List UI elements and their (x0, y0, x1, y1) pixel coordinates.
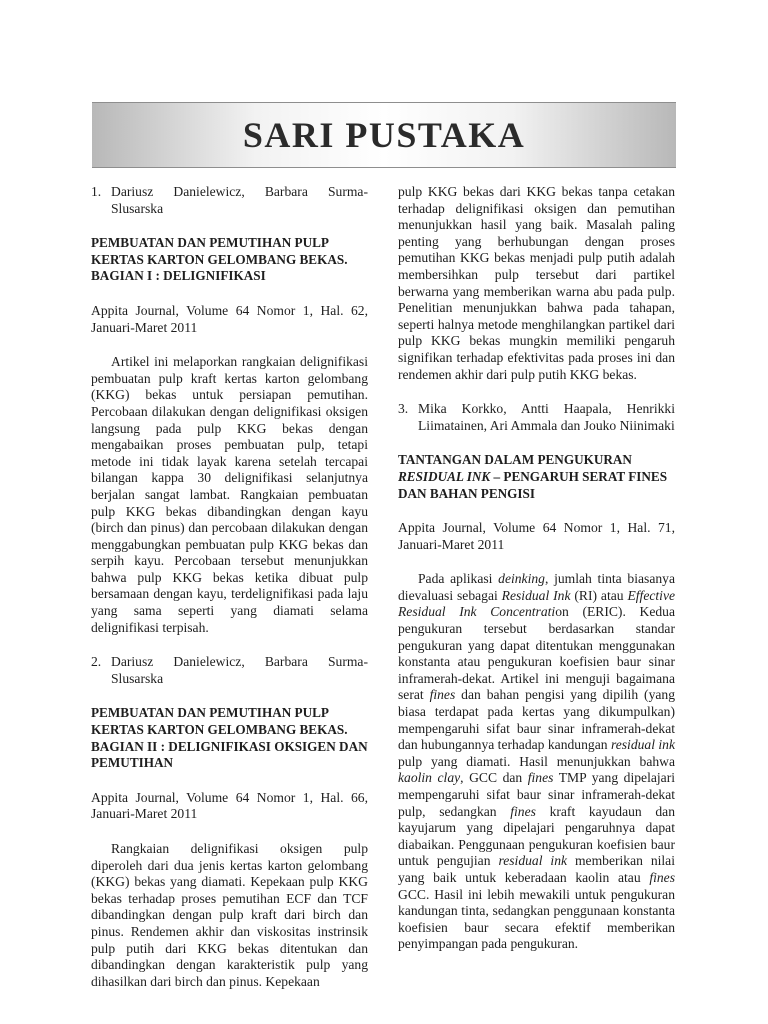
article-3-number: 3. (398, 401, 409, 417)
article-3-abstract: Pada aplikasi deinking, jumlah tinta biasanya dievaluasi sebagai Residual Ink (RI) atau Effective Residual Ink Concentration (ERIC). Kedua pengukuran tersebut berdasarkan standar pengukuran yang dapat ditentukan menggunakan konstanta atau pengukuran koefisien baur sinar inframerah-dekat. Artikel ini menguji bagaimana serat fines dan bahan pengisi yang dipilih (yang biasa terdapat pada kertas yang dikumpulkan) mempengaruhi sifat baur sinar inframerah-dekat dan hubungannya terhadap kandungan residual ink pulp yang diamati. Hasil menunjukkan bahwa kaolin clay, GCC dan fines TMP yang dipelajari mempengaruhi sifat baur sinar inframerah-dekat pulp, sedangkan fines kraft kayudaun dan kayujarum yang dipelajari pengaruhnya dapat diabaikan. Penggunaan pengukuran koefisien baur untuk pengujian residual ink memberikan nilai yang baik untuk keberadaan kaolin atau fines GCC. Hasil ini lebih mewakili untuk pengukuran kandungan tinta, sedangkan penggunaan konstanta koefisien baur secara efektif memberikan penyimpangan pada pengukuran. (398, 571, 676, 952)
article-1-title: PEMBUATAN DAN PEMUTIHAN PULP KERTAS KARTON GELOMBANG BEKAS. BAGIAN I : DELIGNIFIKASI (91, 235, 348, 284)
article-3-author-names: Mika Korkko, Antti Haapala, Henrikki Liimatainen, Ari Ammala dan Jouko Niinimaki (418, 401, 675, 433)
article-2-authors (91, 654, 368, 687)
article-2-number: 2. (91, 654, 102, 670)
article-2-journal: Appita Journal, Volume 64 Nomor 1, Hal. 66, Januari-Maret 2011 (91, 789, 368, 822)
article-3-title-italic: RESIDUAL INK (398, 468, 491, 484)
article-1-journal: Appita Journal, Volume 64 Nomor 1, Hal. 62, Januari-Maret 2011 (91, 302, 368, 335)
article-1-author-names: Dariusz Danielewicz, Barbara Surma-Slusarska (111, 184, 368, 216)
article-3-title-pre: TANTANGAN DALAM PENGUKURAN (398, 452, 632, 468)
article-3-title-post: – PENGARUH SERAT FINES DAN BAHAN PENGISI (398, 468, 668, 501)
article-3-authors (398, 401, 675, 434)
article-2-abstract-part1: Rangkaian delignifikasi oksigen pulp diperoleh dari dua jenis kertas karton gelombang (KKG) bekas yang diamati. Kepekaan pulp KKG bekas terhadap proses pemutihan ECF dan TCF dibandingkan dengan pulp kraft dari birch dan pinus. Rendemen akhir dan viskositas instrinsik pulp putih dari KKG bekas ditentukan dan dibandingkan dengan karakteristik pulp yang dihasilkan dari birch dan pinus. Kepekaan (91, 841, 368, 989)
article-3-title (398, 452, 675, 502)
article-1-abstract: Artikel ini melaporkan rangkaian delignifikasi pembuatan pulp kraft kertas karton gelombang (KKG) bekas untuk persiapan pemutihan. Percobaan dilakukan dengan delignifikasi oksigen langsung pada pulp KKG bekas dengan mengabaikan proses pembuatan pulp, tetapi metode ini tidak layak karena setelah tercapai bilangan kappa 30 delignifikasi selanjutnya berjalan sangat lambat. Rangkaian pembuatan pulp KKG bekas dibandingkan dengan kayu (birch dan pinus) dan percobaan dilakukan dengan menggabungkan pembuatan pulp KKG bekas dan serpih kayu. Percobaan tersebut menunjukkan bahwa pulp KKG bekas ketika dibuat pulp bersamaan dengan kayu, terdelignifikasi pada laju yang sama seperti yang diamati selama delignifikasi terpisah. (91, 354, 368, 635)
page-title: SARI PUSTAKA (242, 115, 526, 155)
left-column (91, 184, 368, 990)
article-1-number: 1. (91, 184, 102, 199)
title-banner (92, 102, 676, 168)
article-1-authors (91, 184, 368, 217)
right-column (398, 184, 675, 953)
article-2-title: PEMBUATAN DAN PEMUTIHAN PULP KERTAS KARTON GELOMBANG BEKAS. BAGIAN II : DELIGNIFIKASI OKSIGEN DAN PEMUTIHAN (91, 705, 368, 771)
article-2-abstract-part2: pulp KKG bekas dari KKG bekas tanpa cetakan terhadap delignifikasi oksigen dan pemutihan menunjukkan hasil yang baik. Masalah paling penting yang berhubungan dengan proses pemutihan KKG bekas menjadi pulp putih adalah membersihkan pulp tersebut dari partikel berwarna yang memberikan warna abu pada pulp. Penelitian menunjukkan bahwa pada tahapan, seperti halnya metode menghilangkan partikel dari pulp KKG bekas mungkin memiliki pengaruh signifikan terhadap efektivitas pada proses ini dan rendemen akhir dari pulp putih KKG bekas. (398, 184, 675, 382)
article-2-author-names: Dariusz Danielewicz, Barbara Surma-Slusarska (111, 654, 368, 686)
article-3-journal: Appita Journal, Volume 64 Nomor 1, Hal. 71, Januari-Maret 2011 (398, 520, 675, 552)
